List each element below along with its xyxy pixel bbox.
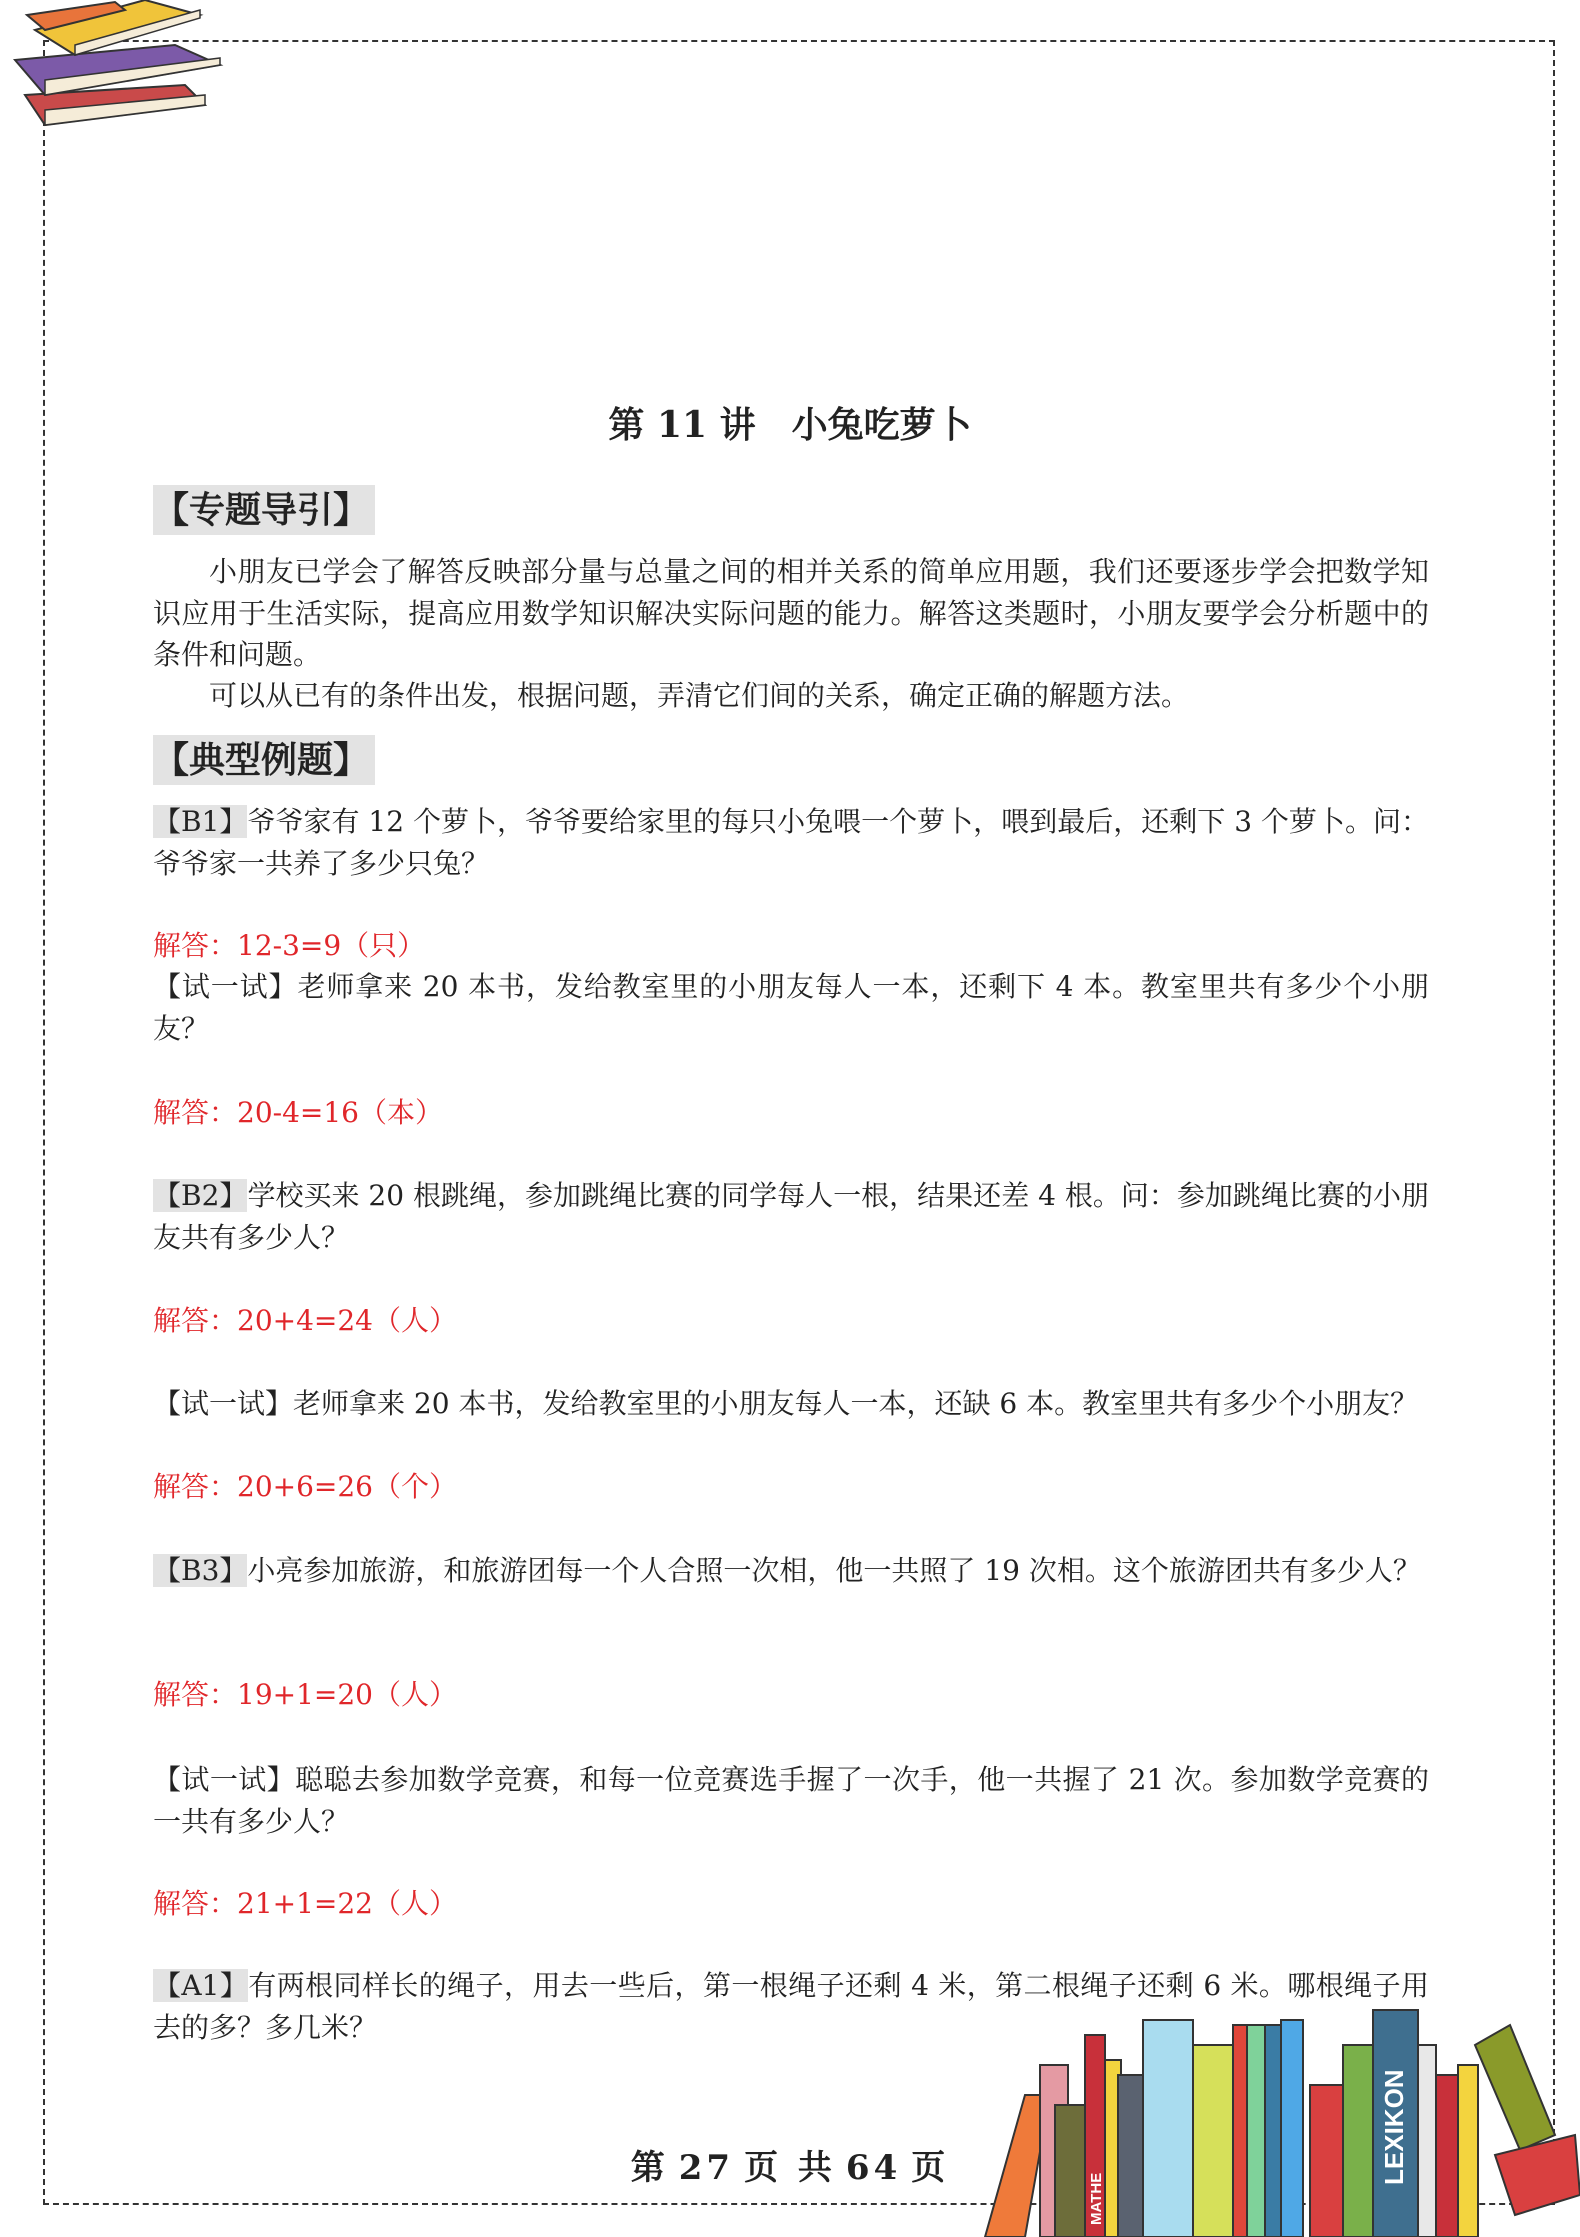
intro-paragraph: 小朋友已学会了解答反映部分量与总量之间的相并关系的简单应用题，我们还要逐步学会把数学知识应用于生活实际，提高应用数学知识解决实际问题的能力。解答这类题时，小朋友要学会分析题中的条件和问题。 [153,555,1429,671]
total-pages: 64 [845,2148,902,2188]
footer-mid: 页 共 [744,2148,836,2188]
example-text: 有两根同样长的绳子，用去一些后，第一根绳子还剩 4 米，第二根绳子还剩 6 米。哪根绳子用去的多？多几米？ [153,1969,1429,2044]
answer: 解答：21+1=22（人） [153,1887,457,1920]
example-tag: 【试一试】 [153,1763,296,1796]
footer-suffix: 页 [911,2148,950,2188]
lecture-number: 第 11 讲 [608,404,756,446]
books-stack-icon [5,0,235,140]
answer: 解答：20+6=26（个） [153,1470,457,1503]
example-tag: 【B1】 [153,805,248,838]
example-text: 小亮参加旅游，和旅游团每一个人合照一次相，他一共照了 19 次相。这个旅游团共有多少人？ [247,1554,1421,1587]
practice-2 [153,1383,1429,1425]
example-b3 [153,1550,1429,1592]
current-page: 27 [678,2148,735,2188]
example-tag: 【B2】 [153,1179,248,1212]
example-tag: 【B3】 [153,1554,248,1587]
answer: 解答：12-3=9（只） [153,929,426,962]
intro-paragraph: 可以从已有的条件出发，根据问题，弄清它们间的关系，确定正确的解题方法。 [209,679,1190,712]
example-text: 爷爷家有 12 个萝卜，爷爷要给家里的每只小兔喂一个萝卜，喂到最后，还剩下 3 个萝卜。问：爷爷家一共养了多少只兔？ [153,805,1429,880]
answer: 解答：20-4=16（本） [153,1096,443,1129]
mathe-spine-label: MATHE [1088,2172,1105,2225]
example-text: 老师拿来 20 本书，发给教室里的小朋友每人一本，还缺 6 本。教室里共有多少个小朋友？ [293,1387,1419,1420]
example-tag: 【试一试】 [153,1387,294,1420]
practice-3 [153,1759,1429,1842]
answer: 解答：19+1=20（人） [153,1678,457,1711]
lexikon-spine-label: LEXIKON [1379,2069,1409,2185]
example-text: 聪聪去参加数学竞赛，和每一位竞赛选手握了一次手，他一共握了 21 次。参加数学竞赛的一共有多少人？ [153,1763,1429,1838]
page-number [0,2140,1580,2189]
example-a1 [153,1965,1429,2048]
lecture-topic: 小兔吃萝卜 [791,404,972,446]
section-heading-intro: 【专题导引】 [153,485,375,535]
example-tag: 【试一试】 [153,970,298,1003]
example-text: 学校买来 20 根跳绳，参加跳绳比赛的同学每人一根，结果还差 4 根。问：参加跳绳比赛的小朋友共有多少人？ [153,1179,1429,1254]
footer-prefix: 第 [630,2148,669,2188]
practice-1 [153,966,1429,1049]
section-heading-examples: 【典型例题】 [153,735,375,785]
example-b2 [153,1175,1429,1258]
example-tag: 【A1】 [153,1969,249,2002]
example-text: 老师拿来 20 本书，发给教室里的小朋友每人一本，还剩下 4 本。教室里共有多少个小朋友？ [153,970,1429,1045]
answer: 解答：20+4=24（人） [153,1304,457,1337]
example-b1 [153,801,1429,884]
lecture-title [0,400,1580,450]
